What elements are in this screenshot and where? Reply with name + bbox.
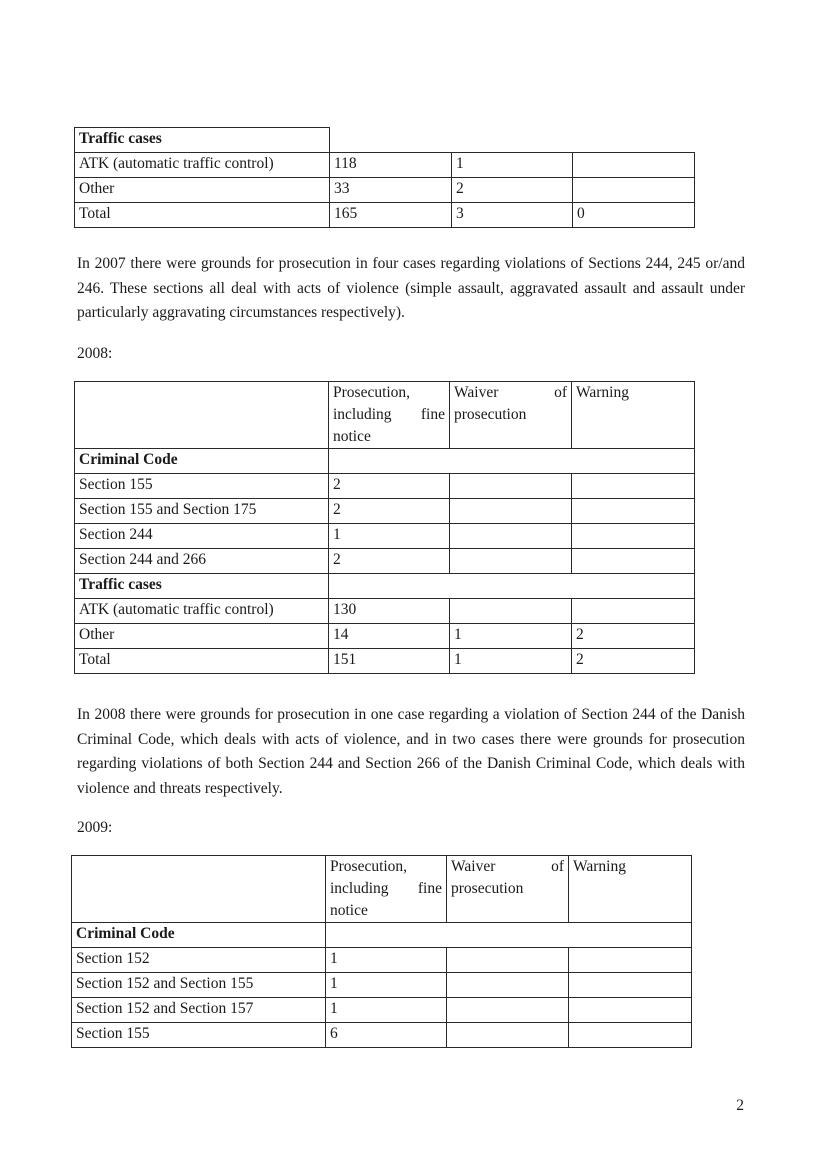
prosecution-cell: 151 (329, 649, 450, 674)
prosecution-cell: 2 (329, 499, 450, 524)
paragraph-2008: In 2008 there were grounds for prosecution in one case regarding a violation of Section 244 of the Danish Criminal Code, which deals with acts of violence, and in two cases there were grounds for prosecution regarding violations of both Section 244 and Section 266 of the Danish Criminal Code, which deals with violence and threats respectively. (77, 706, 745, 797)
criminal-code-header: Criminal Code (72, 923, 326, 948)
waiver-cell (447, 1023, 569, 1048)
year-label-2009: 2009: (77, 819, 113, 836)
table-row (72, 948, 692, 973)
row-label: Section 155 (75, 474, 329, 499)
row-label: Other (75, 178, 330, 203)
row-label: Section 152 (72, 948, 326, 973)
empty-header-cell (72, 856, 326, 923)
waiver-cell (450, 524, 572, 549)
traffic-cases-header: Traffic cases (75, 128, 330, 153)
waiver-cell (447, 948, 569, 973)
prosecution-cell: 6 (326, 1023, 447, 1048)
table-row (75, 474, 695, 499)
column-header-waiver: Waiver of prosecution (447, 856, 569, 923)
warning-cell (569, 948, 692, 973)
prosecution-cell: 130 (329, 599, 450, 624)
prosecution-cell: 1 (326, 948, 447, 973)
prosecution-cell: 14 (329, 624, 450, 649)
waiver-cell (450, 499, 572, 524)
column-header-waiver: Waiver of prosecution (450, 382, 572, 449)
warning-cell (573, 178, 695, 203)
table-row (72, 973, 692, 998)
column-header-prosecution: Prosecution, including fine notice (326, 856, 447, 923)
prosecution-cell: 118 (330, 153, 452, 178)
column-header-warning: Warning (569, 856, 692, 923)
table-2009 (71, 855, 692, 1048)
table-header-row (75, 382, 695, 449)
warning-cell (573, 153, 695, 178)
row-label: Section 244 (75, 524, 329, 549)
warning-cell (572, 499, 695, 524)
warning-cell (569, 998, 692, 1023)
waiver-cell: 2 (452, 178, 573, 203)
row-label: ATK (automatic traffic control) (75, 153, 330, 178)
paragraph-2007: In 2007 there were grounds for prosecution in four cases regarding violations of Sections 244, 245 or/and 246. These sections all deal with acts of violence (simple assault, aggravated assault and assault under particularly aggravating circumstances respectively). (77, 255, 745, 321)
table-row (75, 449, 695, 474)
table-2007 (74, 127, 695, 228)
table-row (75, 649, 695, 674)
table-row (75, 549, 695, 574)
warning-cell (572, 524, 695, 549)
table-header-row (72, 856, 692, 923)
table-row (75, 128, 695, 153)
table-row (75, 599, 695, 624)
prosecution-cell: 1 (329, 524, 450, 549)
row-label: Section 155 and Section 175 (75, 499, 329, 524)
waiver-cell (450, 474, 572, 499)
row-label: Section 152 and Section 157 (72, 998, 326, 1023)
prosecution-cell: 33 (330, 178, 452, 203)
empty-header-cell (75, 382, 329, 449)
table-row (72, 923, 692, 948)
year-label-2008: 2008: (77, 345, 113, 362)
traffic-cases-header: Traffic cases (75, 574, 329, 599)
row-label: Total (75, 203, 330, 228)
waiver-cell: 3 (452, 203, 573, 228)
table-row (75, 499, 695, 524)
prosecution-cell: 165 (330, 203, 452, 228)
prosecution-cell: 2 (329, 474, 450, 499)
waiver-cell (450, 549, 572, 574)
waiver-cell: 1 (452, 153, 573, 178)
table-row (75, 178, 695, 203)
waiver-cell (447, 973, 569, 998)
prosecution-cell: 1 (326, 973, 447, 998)
row-label: Section 155 (72, 1023, 326, 1048)
table-row (75, 153, 695, 178)
column-header-warning: Warning (572, 382, 695, 449)
table-row (75, 624, 695, 649)
table-row (75, 203, 695, 228)
column-header-prosecution: Prosecution, including fine notice (329, 382, 450, 449)
warning-cell: 2 (572, 624, 695, 649)
warning-cell (572, 474, 695, 499)
criminal-code-header: Criminal Code (75, 449, 329, 474)
row-label: Total (75, 649, 329, 674)
waiver-cell (450, 599, 572, 624)
prosecution-cell: 1 (326, 998, 447, 1023)
warning-cell (569, 973, 692, 998)
warning-cell (572, 549, 695, 574)
table-row (72, 1023, 692, 1048)
row-label: Other (75, 624, 329, 649)
prosecution-cell: 2 (329, 549, 450, 574)
table-row (72, 998, 692, 1023)
warning-cell: 2 (572, 649, 695, 674)
row-label: Section 152 and Section 155 (72, 973, 326, 998)
waiver-cell: 1 (450, 649, 572, 674)
warning-cell (572, 599, 695, 624)
row-label: ATK (automatic traffic control) (75, 599, 329, 624)
table-row (75, 574, 695, 599)
page-number: 2 (736, 1097, 744, 1114)
warning-cell: 0 (573, 203, 695, 228)
waiver-cell (447, 998, 569, 1023)
waiver-cell: 1 (450, 624, 572, 649)
table-2008 (74, 381, 695, 674)
table-row (75, 524, 695, 549)
warning-cell (569, 1023, 692, 1048)
row-label: Section 244 and 266 (75, 549, 329, 574)
